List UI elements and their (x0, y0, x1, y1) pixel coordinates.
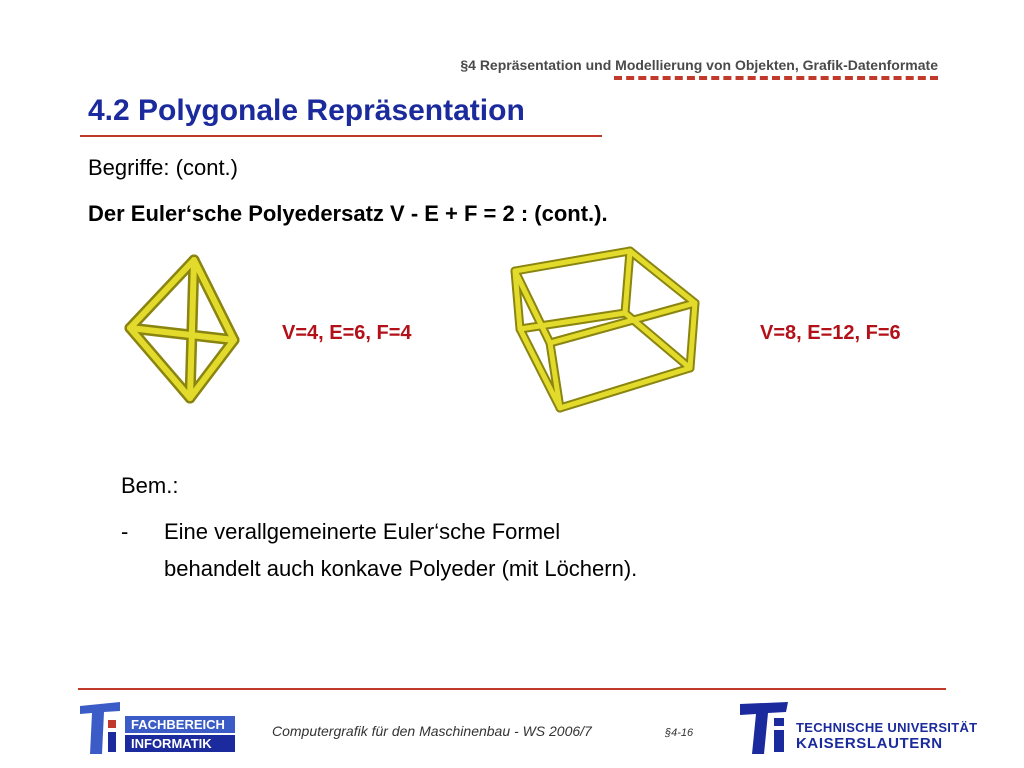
slide-title: 4.2 Polygonale Repräsentation (88, 94, 525, 127)
tu-logo-icon (738, 700, 792, 756)
chapter-header: §4 Repräsentation und Modellierung von Objekten, Grafik-Datenformate (460, 57, 938, 73)
note-text-line-2: behandelt auch konkave Polyeder (mit Löchern). (164, 556, 638, 581)
euler-theorem: Der Euler‘sche Polyedersatz V - E + F = 2 : (cont.). (88, 201, 608, 226)
header-underline (614, 76, 938, 80)
title-underline (80, 135, 602, 137)
tetrahedron-wireframe (120, 252, 245, 410)
slide-subtitle: Begriffe: (cont.) (88, 155, 238, 180)
cube-label: V=8, E=12, F=6 (760, 322, 901, 344)
fachbereich-logo-icon (76, 700, 122, 756)
page-number: §4-16 (665, 727, 694, 739)
note-bullet: - (121, 519, 129, 544)
fachbereich-informatik-logo (125, 716, 235, 752)
note-heading: Bem.: (121, 473, 179, 498)
footer-divider (78, 688, 946, 690)
tu-kaiserslautern-logo (796, 720, 977, 752)
logo-line-fachbereich: FACHBEREICH (125, 716, 235, 733)
course-name: Computergrafik für den Maschinenbau - WS 2006/7 (272, 723, 592, 739)
logo-line-technische-universitaet: TECHNISCHE UNIVERSITÄT (796, 720, 978, 735)
cube-wireframe (505, 243, 705, 418)
logo-line-kaiserslautern: KAISERSLAUTERN (796, 735, 943, 752)
logo-line-informatik: INFORMATIK (125, 735, 235, 752)
note-text-line-1: Eine verallgemeinerte Euler‘sche Formel (164, 519, 561, 544)
tetrahedron-label: V=4, E=6, F=4 (282, 322, 412, 344)
